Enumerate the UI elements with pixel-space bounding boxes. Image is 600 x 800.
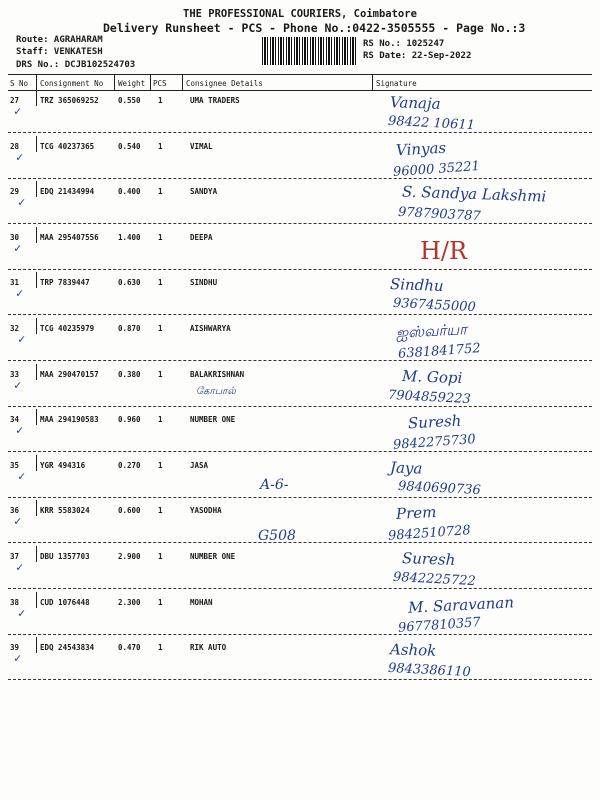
row-sno: 30 — [10, 233, 20, 242]
runsheet-title: Delivery Runsheet - PCS - Phone No.:0422-3505555 - Page No.:3 — [103, 21, 526, 35]
row-sno: 32 — [10, 324, 20, 333]
row-sno: 31 — [10, 278, 20, 287]
row-phone: 9787903787 — [397, 204, 482, 225]
row-pcs: 1 — [158, 643, 163, 652]
row-pcs: 1 — [158, 324, 163, 333]
row-signature: Vinyas — [395, 138, 447, 160]
row-weight: 0.630 — [118, 278, 141, 287]
row-check-mark: ✓ — [16, 560, 24, 574]
row-phone: 9842510728 — [387, 523, 472, 544]
row-consignee: YASODHA — [190, 506, 222, 515]
row-consignment-no: TRZ 365069252 — [40, 96, 99, 105]
row-check-mark: ✓ — [14, 104, 22, 118]
row-consignment-no: EDQ 21434994 — [40, 187, 95, 196]
row-consignment-no: TCG 40237365 — [40, 142, 95, 151]
row-sno: 36 — [10, 506, 20, 515]
row-separator — [8, 451, 592, 452]
barcode — [262, 37, 357, 65]
col-divider — [150, 74, 151, 90]
row-signature: Vanaja — [389, 93, 441, 113]
row-separator — [8, 588, 592, 589]
row-pcs: 1 — [158, 142, 163, 151]
row-signature: Sindhu — [389, 275, 444, 295]
row-separator — [8, 223, 592, 224]
row-separator — [8, 542, 592, 543]
row-separator — [8, 497, 592, 498]
row-pcs: 1 — [158, 598, 163, 607]
drs-number: DRS No.: DCJB102524703 — [16, 60, 136, 70]
row-consignee: NUMBER ONE — [190, 552, 236, 561]
row-check-mark: ✓ — [14, 651, 22, 665]
row-check-mark: ✓ — [14, 514, 22, 528]
row-signature: Prem — [395, 502, 437, 524]
row-weight: 0.540 — [118, 142, 141, 151]
row-consignment-no: MAA 295407556 — [40, 233, 99, 242]
row-consignee: RIK AUTO — [190, 643, 227, 652]
row-signature: S. Sandya Lakshmi — [401, 182, 547, 206]
col-divider — [182, 74, 183, 90]
row-divider — [36, 136, 37, 152]
row-signature: ஐஸ்வர்யா — [395, 320, 468, 342]
row-check-mark: ✓ — [18, 195, 26, 209]
table-top-rule — [8, 74, 592, 75]
row-weight: 0.870 — [118, 324, 141, 333]
row-signature: M. Gopi — [401, 366, 463, 388]
row-consignment-no: TRP 7839447 — [40, 278, 90, 287]
row-phone: 9842225722 — [392, 569, 477, 590]
row-check-mark: ✓ — [18, 606, 26, 620]
row-weight: 0.550 — [118, 96, 141, 105]
row-consignment-no: MAA 294190583 — [40, 415, 99, 424]
row-signature: M. Saravanan — [407, 593, 515, 617]
row-phone: 96000 35221 — [392, 158, 481, 181]
row-consignee: VIMAL — [190, 142, 213, 151]
row-separator — [8, 314, 592, 315]
row-consignee: SINDHU — [190, 278, 218, 287]
row-pcs: 1 — [158, 96, 163, 105]
row-divider — [36, 272, 37, 288]
company-title: THE PROFESSIONAL COURIERS, Coimbatore — [183, 8, 417, 20]
row-pcs: 1 — [158, 415, 163, 424]
row-pcs: 1 — [158, 187, 163, 196]
row-check-mark: ✓ — [16, 150, 24, 164]
row-phone: 9842275730 — [392, 432, 477, 453]
row-phone: 6381841752 — [397, 341, 482, 362]
row-divider — [36, 409, 37, 425]
col-divider — [114, 74, 115, 90]
row-phone: 9840690736 — [397, 478, 482, 499]
row-check-mark: ✓ — [16, 423, 24, 437]
row-separator — [8, 679, 592, 680]
row-annotation: G508 — [258, 528, 296, 544]
row-check-mark: ✓ — [18, 469, 26, 483]
row-pcs: 1 — [158, 370, 163, 379]
row-pcs: 1 — [158, 506, 163, 515]
row-signature: H/R — [420, 237, 468, 265]
row-consignment-no: EDQ 24543834 — [40, 643, 95, 652]
row-divider — [36, 592, 37, 608]
row-sno: 33 — [10, 370, 20, 379]
row-divider — [36, 227, 37, 243]
col-divider — [36, 74, 37, 90]
row-check-mark: ✓ — [14, 241, 22, 255]
row-consignee: MOHAN — [190, 598, 213, 607]
table-header-rule — [8, 90, 592, 91]
row-separator — [8, 132, 592, 133]
row-annotation: A-6- — [260, 477, 289, 493]
row-consignment-no: DBU 1357703 — [40, 552, 90, 561]
row-sno: 39 — [10, 643, 20, 652]
row-divider — [36, 181, 37, 197]
row-consignee: JASA — [190, 461, 209, 470]
row-sno: 28 — [10, 142, 20, 151]
row-weight: 0.270 — [118, 461, 141, 470]
row-check-mark: ✓ — [16, 286, 24, 300]
row-consignment-no: MAA 290470157 — [40, 370, 99, 379]
row-consignee: SANDYA — [190, 187, 218, 196]
row-weight: 0.470 — [118, 643, 141, 652]
col-header-consignee: Consignee Details — [186, 79, 263, 88]
row-divider — [36, 546, 37, 562]
row-consignee: NUMBER ONE — [190, 415, 236, 424]
row-consignment-no: CUD 1076448 — [40, 598, 90, 607]
row-separator — [8, 178, 592, 179]
row-weight: 0.380 — [118, 370, 141, 379]
row-sno: 27 — [10, 96, 20, 105]
col-header-signature: Signature — [376, 79, 417, 88]
row-consignee: UMA TRADERS — [190, 96, 240, 105]
row-weight: 1.400 — [118, 233, 141, 242]
row-sno: 37 — [10, 552, 20, 561]
row-consignee: DEEPA — [190, 233, 213, 242]
col-header-pcs: PCS — [153, 79, 167, 88]
row-divider — [36, 455, 37, 471]
row-pcs: 1 — [158, 233, 163, 242]
row-divider — [36, 90, 37, 106]
staff-label: Staff: VENKATESH — [16, 47, 103, 57]
col-header-consignment: Consignment No — [40, 79, 104, 88]
row-phone: 9843386110 — [387, 660, 472, 681]
row-pcs: 1 — [158, 552, 163, 561]
row-sno: 29 — [10, 187, 20, 196]
row-weight: 0.400 — [118, 187, 141, 196]
row-phone: 9677810357 — [397, 615, 482, 636]
row-divider — [36, 637, 37, 653]
row-check-mark: ✓ — [14, 378, 22, 392]
row-sno: 34 — [10, 415, 20, 424]
col-header-sno: S No — [10, 79, 29, 88]
route-label: Route: AGRAHARAM — [16, 35, 103, 45]
row-annotation: கோபால் — [196, 386, 236, 397]
row-signature: Suresh — [407, 411, 462, 433]
row-phone: 9367455000 — [392, 295, 477, 316]
row-weight: 2.900 — [118, 552, 141, 561]
row-consignment-no: TCG 40235979 — [40, 324, 95, 333]
row-consignment-no: YGR 494316 — [40, 461, 86, 470]
col-divider — [372, 74, 373, 90]
row-divider — [36, 364, 37, 380]
row-pcs: 1 — [158, 461, 163, 470]
row-separator — [8, 406, 592, 407]
row-phone: 98422 10611 — [387, 113, 476, 134]
row-consignee: AISHWARYA — [190, 324, 231, 333]
row-check-mark: ✓ — [18, 332, 26, 346]
col-header-weight: Weight — [118, 79, 146, 88]
row-phone: 7904859223 — [387, 387, 472, 408]
row-separator — [8, 634, 592, 635]
row-sno: 35 — [10, 461, 20, 470]
row-divider — [36, 318, 37, 334]
rs-number: RS No.: 1025247 — [363, 39, 445, 49]
rs-date: RS Date: 22-Sep-2022 — [363, 51, 472, 61]
row-divider — [36, 500, 37, 516]
row-weight: 2.300 — [118, 598, 141, 607]
row-weight: 0.960 — [118, 415, 141, 424]
row-signature: Suresh — [401, 549, 456, 569]
row-consignment-no: KRR 5583024 — [40, 506, 90, 515]
row-separator — [8, 269, 592, 270]
row-signature: Jaya — [389, 458, 423, 478]
row-separator — [8, 360, 592, 361]
row-signature: Ashok — [389, 640, 437, 660]
row-consignee: BALAKRISHNAN — [190, 370, 245, 379]
row-pcs: 1 — [158, 278, 163, 287]
row-sno: 38 — [10, 598, 20, 607]
row-weight: 0.600 — [118, 506, 141, 515]
